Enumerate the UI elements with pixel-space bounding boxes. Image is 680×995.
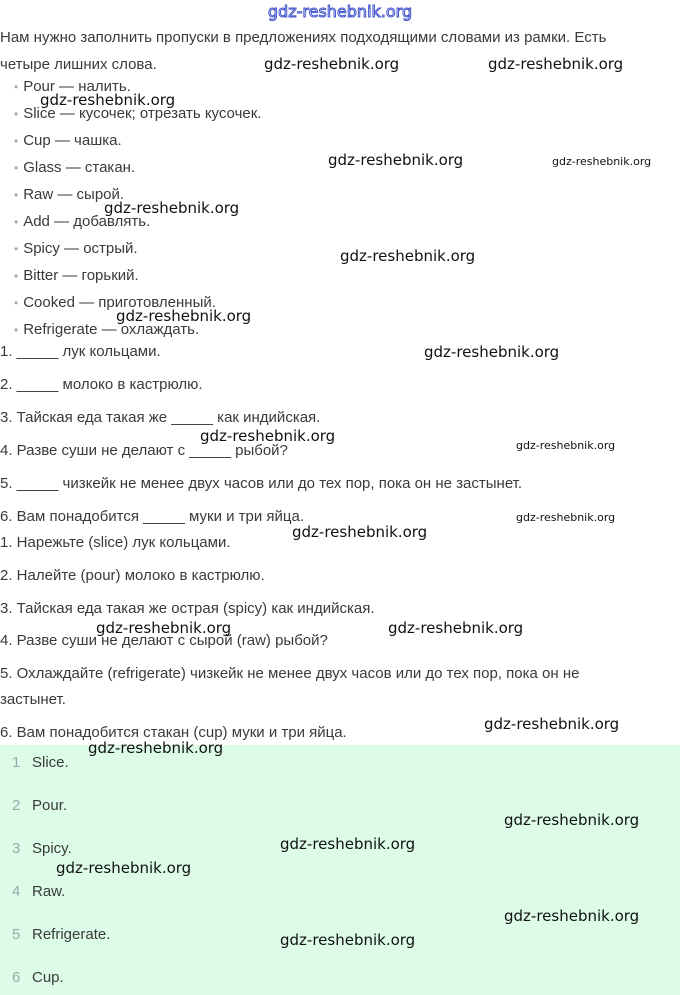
filled-sentence: 1. Нарежьте (slice) лук кольцами. <box>0 534 231 551</box>
exercise-sentence: 5. _____ чизкейк не менее двух часов или до тех пор, пока он не застынет. <box>0 475 523 492</box>
intro-line: Нам нужно заполнить пропуски в предложениях подходящими словами из рамки. Есть <box>0 29 607 46</box>
answer-text: Pour. <box>32 797 68 814</box>
word-item: • Raw — сырой. <box>14 185 124 205</box>
filled-sentence: 3. Тайская еда такая же острая (spicy) как индийская. <box>0 600 375 617</box>
watermark: gdz-reshebnik.org <box>200 427 336 445</box>
answer-text: Cup. <box>32 969 64 986</box>
exercise-sentence: 2. _____ молоко в кастрюлю. <box>0 376 203 393</box>
exercise-sentence: 6. Вам понадобится _____ муки и три яйца. <box>0 508 305 525</box>
watermark: gdz-reshebnik.org <box>504 811 640 829</box>
word-item: • Glass — стакан. <box>14 158 135 178</box>
watermark: gdz-reshebnik.org <box>484 715 620 733</box>
watermark: gdz-reshebnik.org <box>424 343 560 361</box>
answer-text: Refrigerate. <box>32 926 111 943</box>
watermark: gdz-reshebnik.org <box>280 835 416 853</box>
word-item: • Pour — налить. <box>14 77 131 97</box>
watermark: gdz-reshebnik.org <box>292 523 428 541</box>
answer-text: Raw. <box>32 883 66 900</box>
word-item: • Bitter — горький. <box>14 266 139 286</box>
exercise-sentence: 4. Разве суши не делают с _____ рыбой? <box>0 442 288 459</box>
word-item: • Cup — чашка. <box>14 131 122 151</box>
watermark: gdz-reshebnik.org <box>488 55 624 73</box>
watermark: gdz-reshebnik.org <box>388 619 524 637</box>
watermark: gdz-reshebnik.org <box>552 155 652 168</box>
watermark: gdz-reshebnik.org <box>104 199 240 217</box>
answer-text: Slice. <box>32 754 69 771</box>
watermark: gdz-reshebnik.org <box>504 907 640 925</box>
word-item: • Cooked — приготовленный. <box>14 293 216 313</box>
filled-sentence: 6. Вам понадобится стакан (cup) муки и три яйца. <box>0 724 347 741</box>
answer-number: 5 <box>12 926 21 943</box>
answer-text: Spicy. <box>32 840 72 857</box>
filled-sentence: застынет. <box>0 691 66 708</box>
answer-number: 6 <box>12 969 21 986</box>
answer-number: 1 <box>12 754 21 771</box>
watermark: gdz-reshebnik.org <box>88 739 224 757</box>
word-item: • Add — добавлять. <box>14 212 150 232</box>
site-watermark-header: gdz-reshebnik.org <box>267 2 413 21</box>
watermark: gdz-reshebnik.org <box>56 859 192 877</box>
answer-number: 4 <box>12 883 21 900</box>
intro-line: четыре лишних слова. <box>0 56 157 73</box>
word-item: • Refrigerate — охлаждать. <box>14 320 199 340</box>
watermark: gdz-reshebnik.org <box>96 619 232 637</box>
filled-sentence: 2. Налейте (pour) молоко в кастрюлю. <box>0 567 265 584</box>
watermark: gdz-reshebnik.org <box>40 91 176 109</box>
watermark: gdz-reshebnik.org <box>328 151 464 169</box>
word-item: • Slice — кусочек; отрезать кусочек. <box>14 104 261 124</box>
exercise-sentence: 3. Тайская еда такая же _____ как индийская. <box>0 409 321 426</box>
word-item: • Spicy — острый. <box>14 239 138 259</box>
watermark: gdz-reshebnik.org <box>516 439 616 452</box>
watermark: gdz-reshebnik.org <box>280 931 416 949</box>
answer-number: 2 <box>12 797 21 814</box>
filled-sentence: 5. Охлаждайте (refrigerate) чизкейк не менее двух часов или до тех пор, пока он не <box>0 665 580 682</box>
watermark: gdz-reshebnik.org <box>340 247 476 265</box>
watermark: gdz-reshebnik.org <box>516 511 616 524</box>
watermark: gdz-reshebnik.org <box>264 55 400 73</box>
watermark: gdz-reshebnik.org <box>116 307 252 325</box>
filled-sentence: 4. Разве суши не делают с сырой (raw) рыбой? <box>0 632 328 649</box>
answer-number: 3 <box>12 840 21 857</box>
exercise-sentence: 1. _____ лук кольцами. <box>0 343 161 360</box>
